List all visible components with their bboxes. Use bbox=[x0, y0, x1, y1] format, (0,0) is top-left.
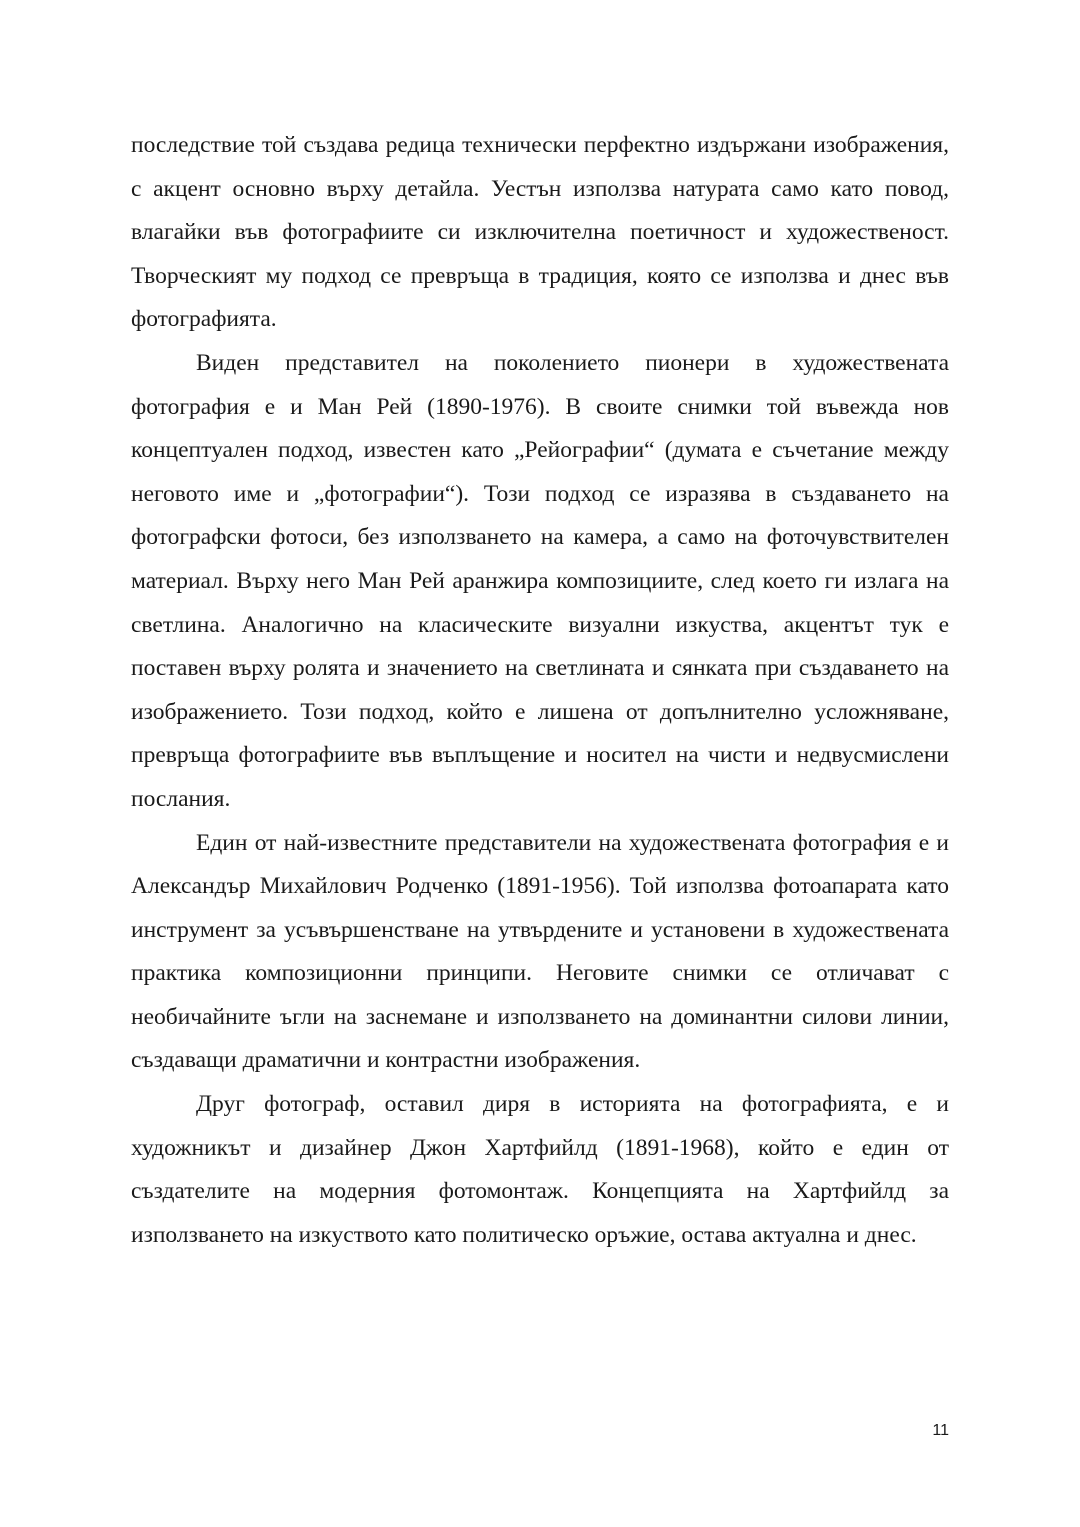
paragraph-continuation: последствие той създава редица технически перфектно издържани изображения, с акцент основно върху детайла. Уестън използва натурата само като повод, влагайки във фотографиите си изключителна поетичност и художественост. Творческият му подход се превръща в традиция, която се използва и днес във фотографията. bbox=[131, 132, 949, 333]
body-text bbox=[131, 124, 949, 1257]
paragraph-heartfield: Друг фотограф, оставил диря в историята на фотографията, е и художникът и дизайнер Джон Хартфийлд (1891-1968), който е един от създателите на модерния фотомонтаж. Концепцията на Хартфийлд за използването на изкуството като политическо оръжие, остава актуална и днес. bbox=[131, 1091, 949, 1248]
paragraph-rodchenko: Един от най-известните представители на художествената фотография е и Александър Михайлович Родченко (1891-1956). Той използва фотоапарата като инструмент за усъвършенстване на утвърдените и установени в художествената практика композиционни принципи. Неговите снимки се отличават с необичайните ъгли на заснемане и използването на доминантни силови линии, създаващи драматични и контрастни изображения. bbox=[131, 829, 949, 1074]
page-number: 11 bbox=[932, 1422, 949, 1439]
paragraph-man-ray: Виден представител на поколението пионери в художествената фотография е и Ман Рей (1890-1976). В своите снимки той въвежда нов концептуален подход, известен като „Рейографии“ (думата е съчетание между неговото име и „фотографии“). Този подход се изразява в създаването на фотографски фотоси, без използването на камера, а само на фоточувствителен материал. Върху него Ман Рей аранжира композициите, след което ги излага на светлина. Аналогично на класическите визуални изкуства, акцентът тук е поставен върху ролята и значението на светлината и сянката при създаването на изображението. Този подход, който е лишена от допълнително усложняване, превръща фотографиите във въплъщение и носител на чисти и недвусмислени послания. bbox=[131, 349, 949, 812]
